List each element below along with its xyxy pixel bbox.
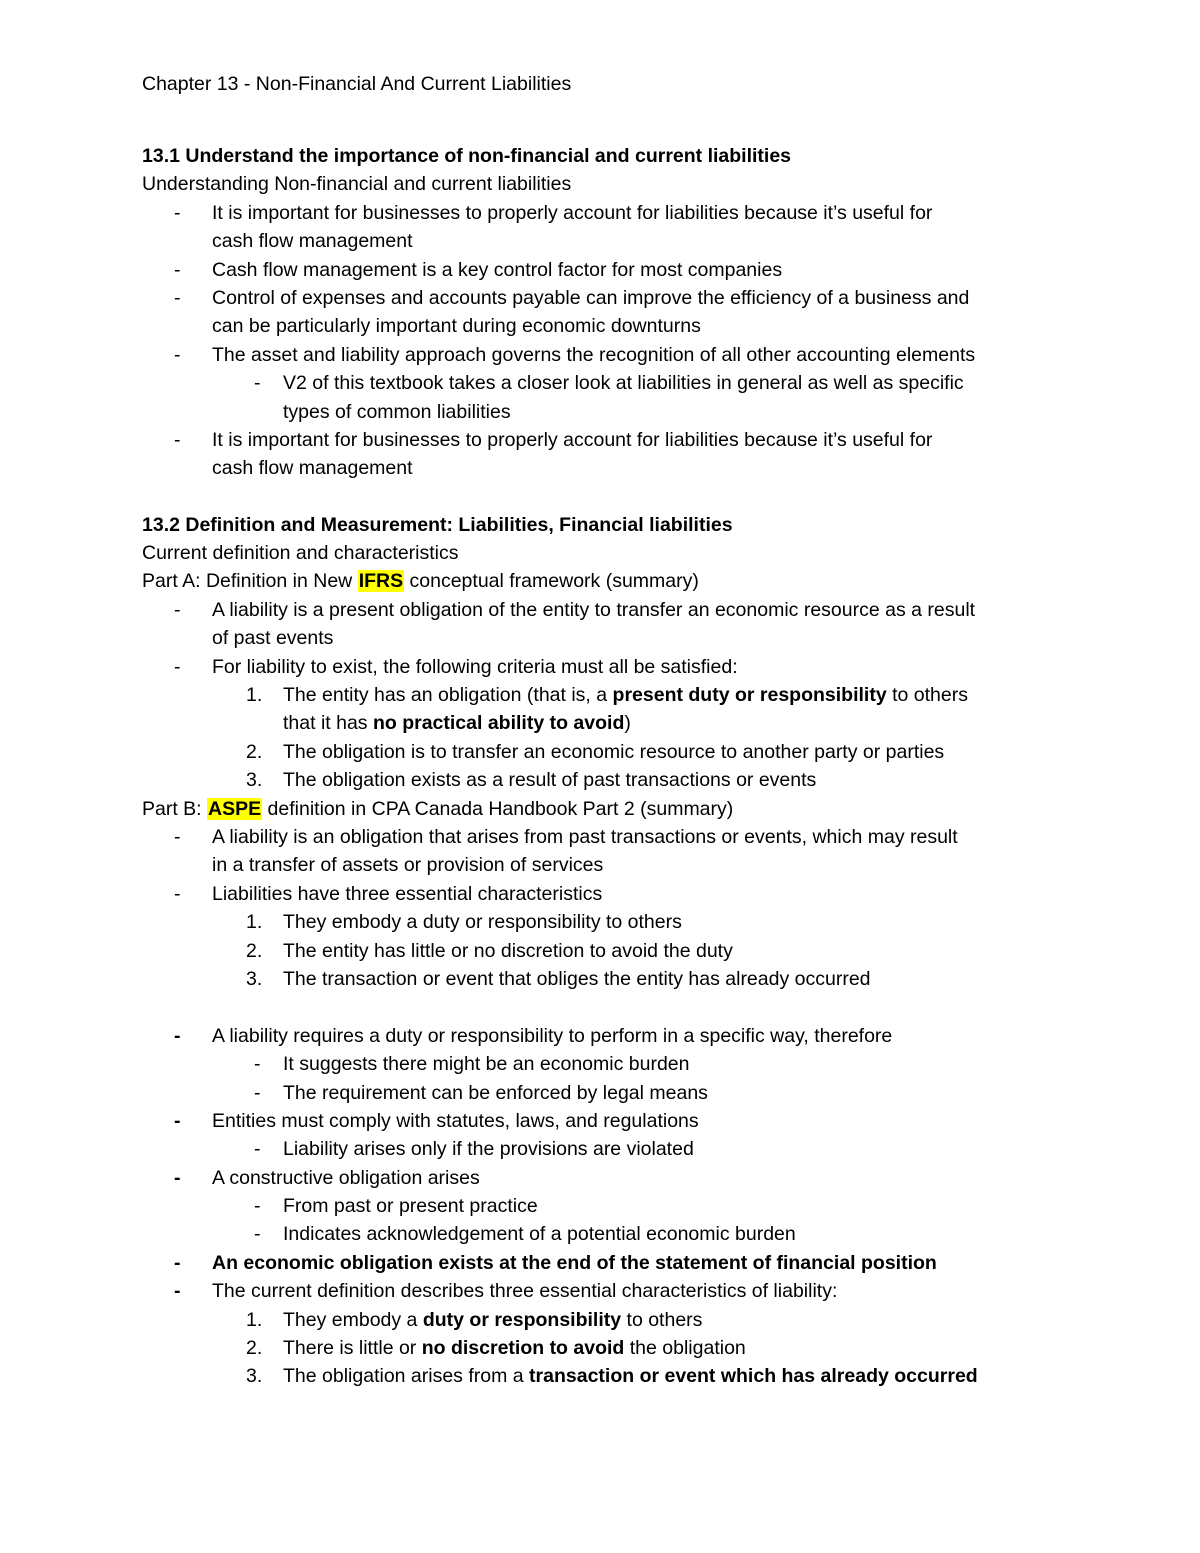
numbered-item: 1. The entity has an obligation (that is, a present duty or responsibility to others <box>142 681 1082 709</box>
list-item: - It is important for businesses to properly account for liabilities because it’s useful for <box>142 426 1082 454</box>
number-marker: 3. <box>246 769 263 792</box>
list-item: - A liability requires a duty or responsibility to perform in a specific way, therefore <box>142 1022 1082 1050</box>
dash-bullet: - <box>254 1195 261 1218</box>
number-marker: 3. <box>246 1365 263 1388</box>
sub-list-item: - V2 of this textbook takes a closer look at liabilities in general as well as specific <box>142 369 1082 397</box>
list-item: - It is important for businesses to properly account for liabilities because it’s useful for <box>142 199 1082 227</box>
number-marker: 3. <box>246 967 263 990</box>
number-marker: 1. <box>246 1308 263 1331</box>
sub-list-item: - The requirement can be enforced by legal means <box>142 1079 1082 1107</box>
list-item: - A liability is a present obligation of the entity to transfer an economic resource as a result <box>142 596 1082 624</box>
list-item-continuation: can be particularly important during economic downturns <box>212 315 701 338</box>
dash-bullet: - <box>254 1223 261 1246</box>
section-13-2-subheading: Current definition and characteristics <box>142 542 459 565</box>
numbered-item: 3. The obligation arises from a transaction or event which has already occurred <box>142 1362 1082 1390</box>
dash-bullet: - <box>174 882 181 905</box>
dash-bullet: - <box>174 655 181 678</box>
sub-list-item: - From past or present practice <box>142 1192 1082 1220</box>
list-item: - Entities must comply with statutes, laws, and regulations <box>142 1107 1082 1135</box>
numbered-item: 2. The entity has little or no discretion to avoid the duty <box>142 937 1082 965</box>
dash-bullet: - <box>174 1166 181 1189</box>
number-marker: 2. <box>246 939 263 962</box>
list-item-continuation: in a transfer of assets or provision of services <box>212 854 604 877</box>
numbered-item: 2. The obligation is to transfer an economic resource to another party or parties <box>142 738 1082 766</box>
numbered-item: 2. There is little or no discretion to avoid the obligation <box>142 1334 1082 1362</box>
sub-list-item: - Indicates acknowledgement of a potential economic burden <box>142 1220 1082 1248</box>
dash-bullet: - <box>254 372 261 395</box>
list-item-bold: - An economic obligation exists at the end of the statement of financial position <box>142 1249 1082 1277</box>
list-item: - A liability is an obligation that arises from past transactions or events, which may result <box>142 823 1082 851</box>
dash-bullet: - <box>174 201 181 224</box>
dash-bullet: - <box>174 343 181 366</box>
list-item-continuation: cash flow management <box>212 230 413 253</box>
dash-bullet: - <box>254 1053 261 1076</box>
dash-bullet: - <box>174 286 181 309</box>
dash-bullet: - <box>174 825 181 848</box>
numbered-item: 1. They embody a duty or responsibility to others <box>142 1306 1082 1334</box>
number-marker: 2. <box>246 1337 263 1360</box>
dash-bullet: - <box>174 1280 181 1303</box>
sub-list-item: - Liability arises only if the provisions are violated <box>142 1135 1082 1163</box>
dash-bullet: - <box>174 1251 181 1274</box>
numbered-item-continuation: that it has no practical ability to avoid) <box>283 712 631 735</box>
numbered-item: 3. The transaction or event that obliges the entity has already occurred <box>142 965 1082 993</box>
numbered-item: 1. They embody a duty or responsibility to others <box>142 908 1082 936</box>
sub-list-item-continuation: types of common liabilities <box>283 400 511 423</box>
number-marker: 1. <box>246 684 263 707</box>
list-item-continuation: of past events <box>212 627 334 650</box>
dash-bullet: - <box>174 258 181 281</box>
dash-bullet: - <box>254 1081 261 1104</box>
dash-bullet: - <box>174 598 181 621</box>
number-marker: 1. <box>246 911 263 934</box>
list-item: - For liability to exist, the following criteria must all be satisfied: <box>142 653 1082 681</box>
part-b-label: Part B: ASPE definition in CPA Canada Handbook Part 2 (summary) <box>142 797 734 820</box>
blank-line <box>142 993 1082 1021</box>
numbered-item: 3. The obligation exists as a result of past transactions or events <box>142 766 1082 794</box>
list-item: - A constructive obligation arises <box>142 1164 1082 1192</box>
list-item: - The asset and liability approach governs the recognition of all other accounting elements <box>142 341 1082 369</box>
list-item: - The current definition describes three essential characteristics of liability: <box>142 1277 1082 1305</box>
list-item: - Control of expenses and accounts payable can improve the efficiency of a business and <box>142 284 1082 312</box>
list-item: - Liabilities have three essential characteristics <box>142 880 1082 908</box>
list-item-continuation: cash flow management <box>212 457 413 480</box>
number-marker: 2. <box>246 740 263 763</box>
dash-bullet: - <box>174 428 181 451</box>
dash-bullet: - <box>174 1109 181 1132</box>
section-13-1-heading: 13.1 Understand the importance of non-financial and current liabilities <box>142 145 792 167</box>
aspe-highlight: ASPE <box>208 797 262 820</box>
ifrs-highlight: IFRS <box>358 570 404 593</box>
dash-bullet: - <box>254 1138 261 1161</box>
document-title: Chapter 13 - Non-Financial And Current Liabilities <box>142 73 572 95</box>
document-page <box>142 70 1082 1391</box>
section-13-2-heading: 13.2 Definition and Measurement: Liabilities, Financial liabilities <box>142 513 733 536</box>
list-item: - Cash flow management is a key control factor for most companies <box>142 256 1082 284</box>
dash-bullet: - <box>174 1024 181 1047</box>
sub-list-item: - It suggests there might be an economic burden <box>142 1050 1082 1078</box>
section-13-1-subheading: Understanding Non-financial and current liabilities <box>142 173 572 196</box>
part-a-label: Part A: Definition in New IFRS conceptual framework (summary) <box>142 570 699 593</box>
